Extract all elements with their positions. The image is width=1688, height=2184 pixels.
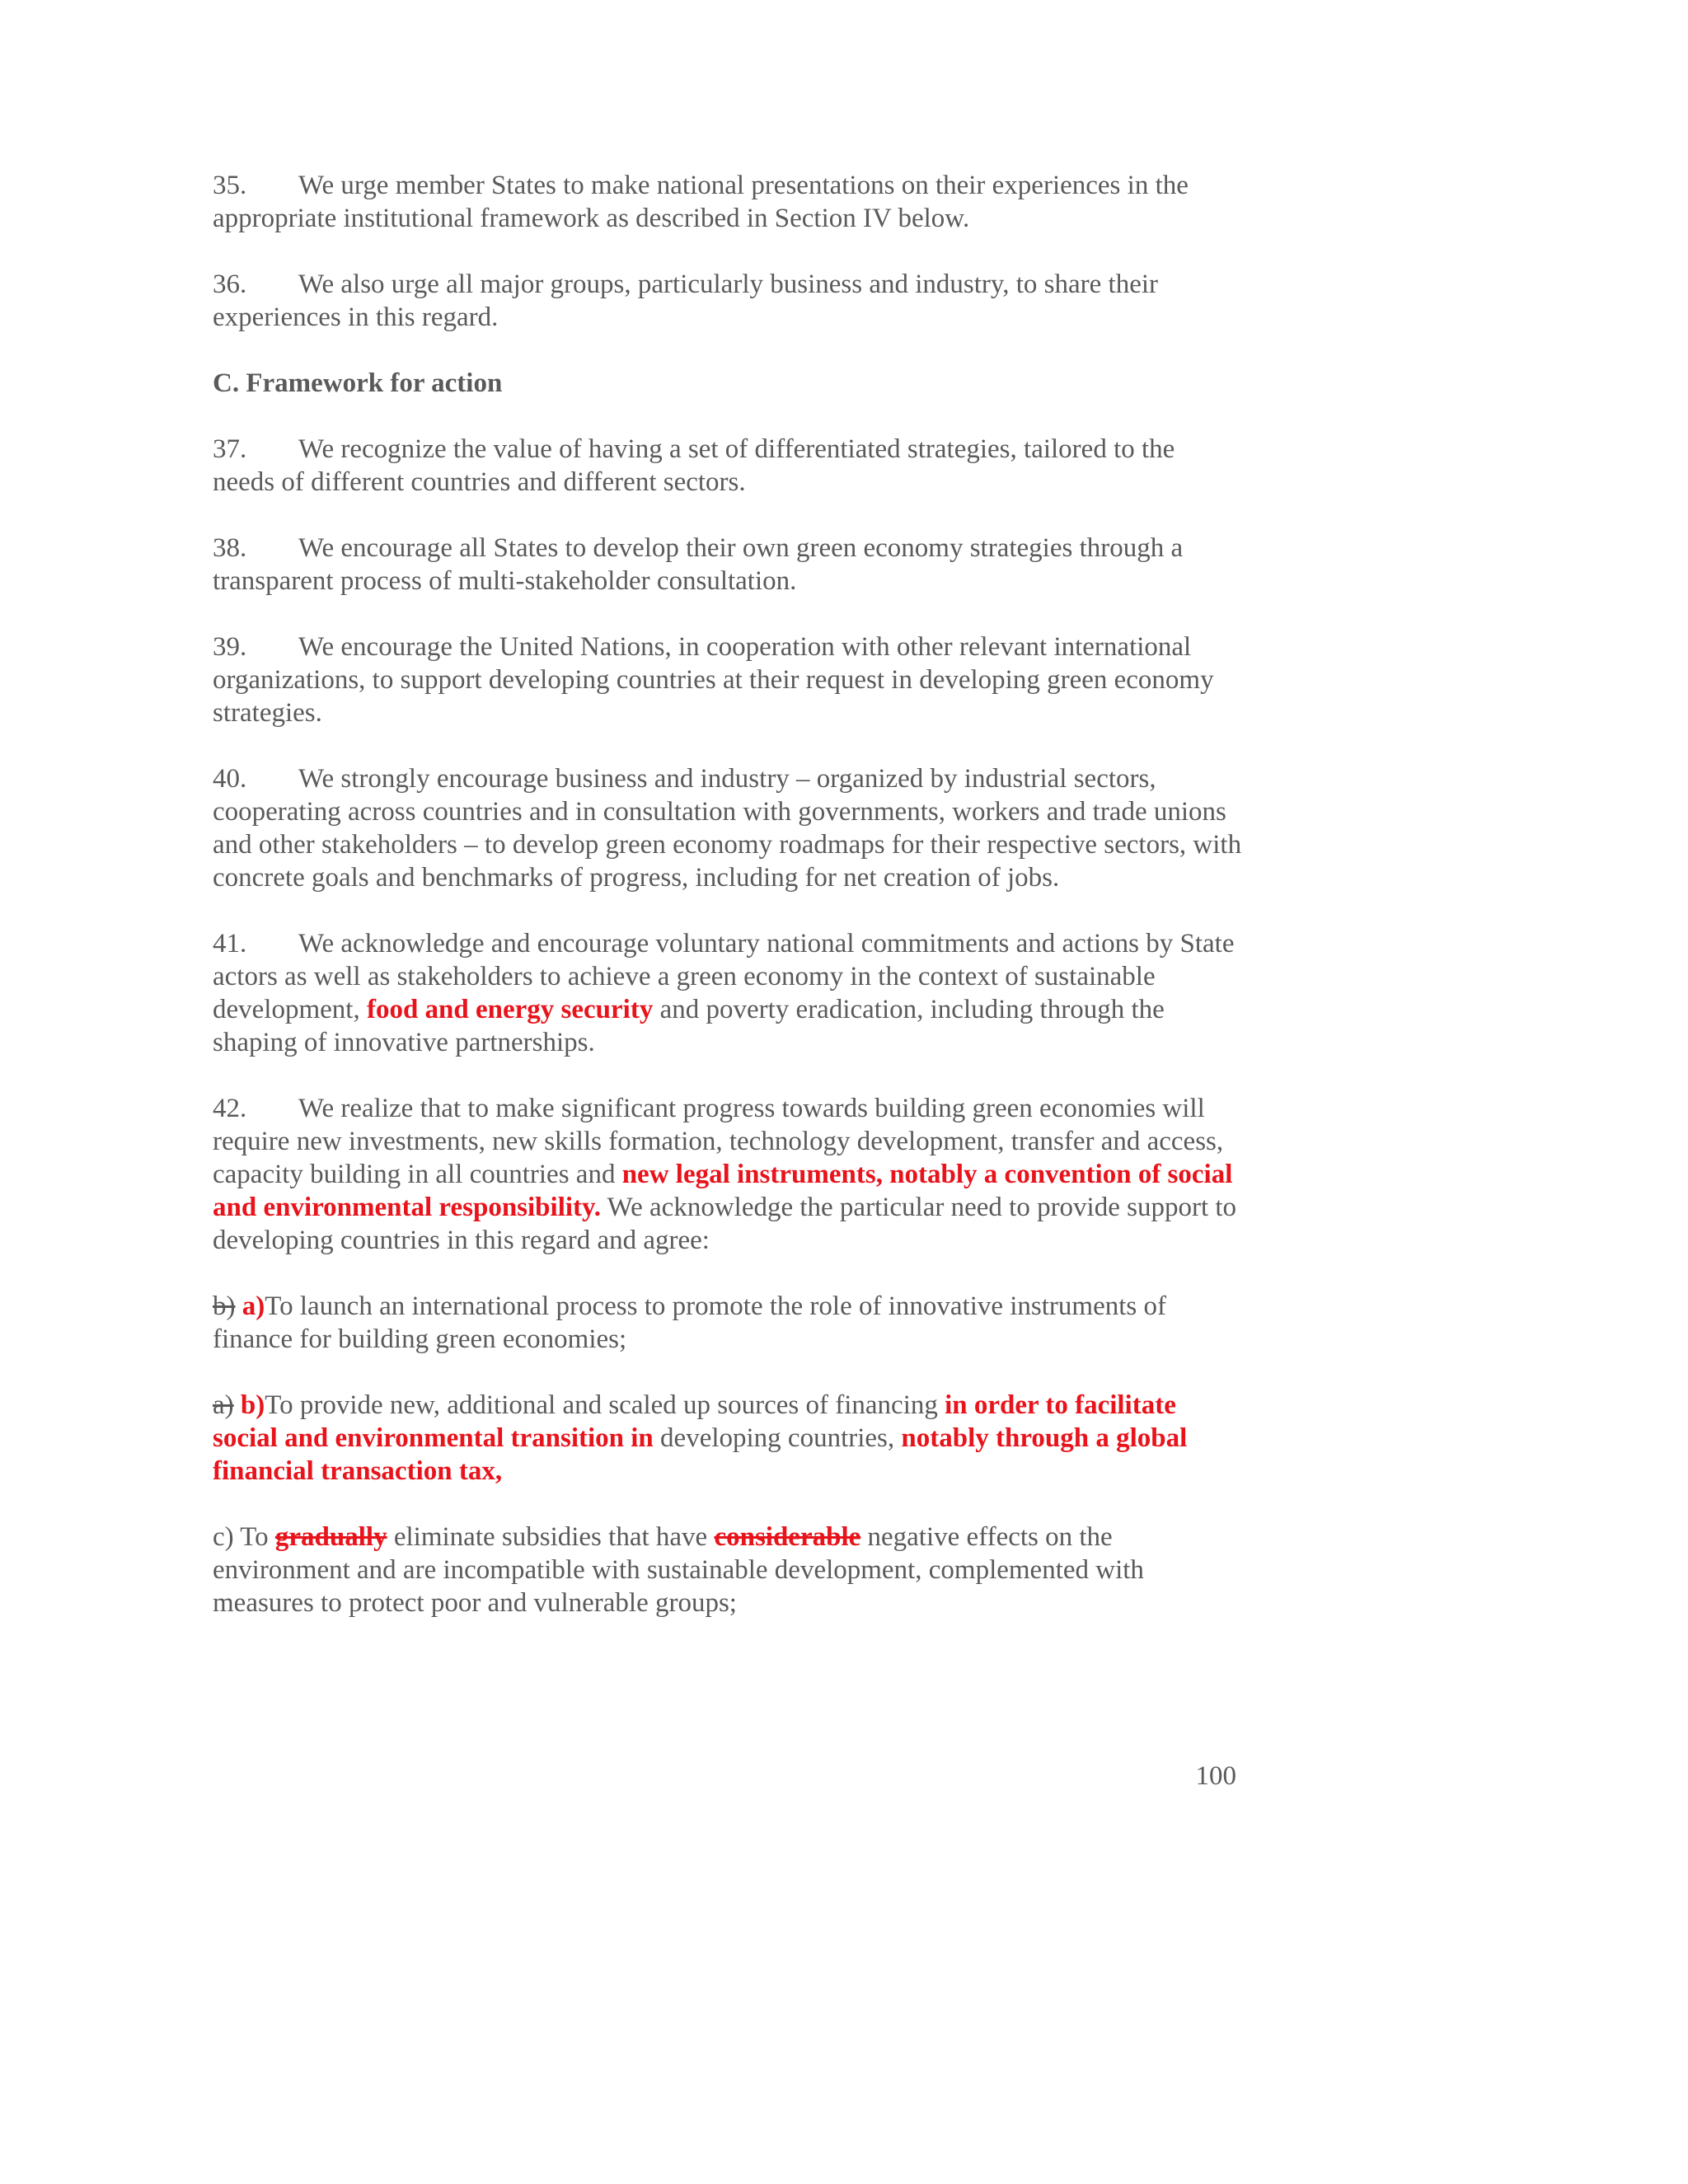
list-item-c bbox=[213, 1521, 1243, 1619]
paragraph-35 bbox=[213, 169, 1243, 235]
inserted-text: in order to facilitate social and environmental transition in bbox=[213, 1390, 1176, 1453]
paragraph-number: 35. bbox=[213, 171, 247, 200]
deleted-text: considerable bbox=[714, 1522, 861, 1552]
paragraph-text: We encourage the United Nations, in cooperation with other relevant international organizations, to support developing countries at their request in developing green economy strategies. bbox=[213, 632, 1214, 728]
item-text: developing countries, bbox=[660, 1423, 895, 1453]
paragraph-38 bbox=[213, 532, 1243, 598]
paragraph-number: 36. bbox=[213, 269, 247, 299]
item-text: eliminate subsidies that have bbox=[393, 1522, 708, 1552]
list-item-a bbox=[213, 1290, 1243, 1356]
item-text: negative effects on the environment and are incompatible with sustainable development, complemented with measures to protect poor and vulnerable groups; bbox=[213, 1522, 1144, 1618]
inserted-label: b) bbox=[240, 1390, 265, 1420]
paragraph-number: 40. bbox=[213, 764, 247, 794]
paragraph-text: We strongly encourage business and industry – organized by industrial sectors, cooperating across countries and in consultation with governments, workers and trade unions and other stakeholders – to develop green economy roadmaps for their respective sectors, with concrete goals and benchmarks of progress, including for net creation of jobs. bbox=[213, 764, 1242, 893]
inserted-text: new legal instruments, notably a convention of social and environmental responsibility. bbox=[213, 1160, 1233, 1222]
document-body bbox=[213, 169, 1243, 1652]
paragraph-37 bbox=[213, 433, 1243, 499]
paragraph-text: We recognize the value of having a set of differentiated strategies, tailored to the needs of different countries and different sectors. bbox=[213, 434, 1175, 497]
paragraph-text: We acknowledge the particular need to provide support to developing countries in this regard and agree: bbox=[213, 1193, 1237, 1255]
paragraph-number: 38. bbox=[213, 533, 247, 563]
inserted-label: a) bbox=[241, 1291, 265, 1321]
paragraph-42 bbox=[213, 1092, 1243, 1257]
paragraph-41 bbox=[213, 927, 1243, 1059]
deleted-label: b) bbox=[213, 1291, 236, 1321]
paragraph-text: We encourage all States to develop their own green economy strategies through a transparent process of multi-stakeholder consultation. bbox=[213, 533, 1184, 596]
inserted-text: food and energy security bbox=[366, 995, 654, 1024]
paragraph-number: 42. bbox=[213, 1094, 247, 1123]
paragraph-39 bbox=[213, 630, 1243, 729]
inserted-text: notably through a global financial transaction tax, bbox=[213, 1423, 1188, 1486]
paragraph-text: and poverty eradication, including through the shaping of innovative partnerships. bbox=[213, 995, 1165, 1057]
deleted-label: a) bbox=[213, 1390, 234, 1420]
paragraph-text: We realize that to make significant progress towards building green economies will require new investments, new skills formation, technology development, transfer and access, capacity building in all countries and bbox=[213, 1094, 1224, 1189]
paragraph-number: 39. bbox=[213, 632, 247, 662]
page-number: 100 bbox=[1195, 1761, 1236, 1791]
paragraph-text: We acknowledge and encourage voluntary national commitments and actions by State actors as well as stakeholders to achieve a green economy in the context of sustainable development, bbox=[213, 929, 1235, 1024]
paragraph-number: 41. bbox=[213, 929, 247, 958]
paragraph-text: We also urge all major groups, particularly business and industry, to share their experiences in this regard. bbox=[213, 269, 1159, 332]
item-label: c) To bbox=[213, 1522, 269, 1552]
paragraph-40 bbox=[213, 762, 1243, 894]
item-text: To launch an international process to promote the role of innovative instruments of finance for building green economies; bbox=[213, 1291, 1166, 1354]
section-heading-framework-for-action: C. Framework for action bbox=[213, 368, 503, 398]
paragraph-36 bbox=[213, 268, 1243, 334]
paragraph-text: We urge member States to make national presentations on their experiences in the appropriate institutional framework as described in Section IV below. bbox=[213, 171, 1189, 233]
item-text: To provide new, additional and scaled up sources of financing bbox=[265, 1390, 938, 1420]
list-item-b bbox=[213, 1389, 1243, 1488]
paragraph-number: 37. bbox=[213, 434, 247, 464]
deleted-text: gradually bbox=[274, 1522, 387, 1552]
